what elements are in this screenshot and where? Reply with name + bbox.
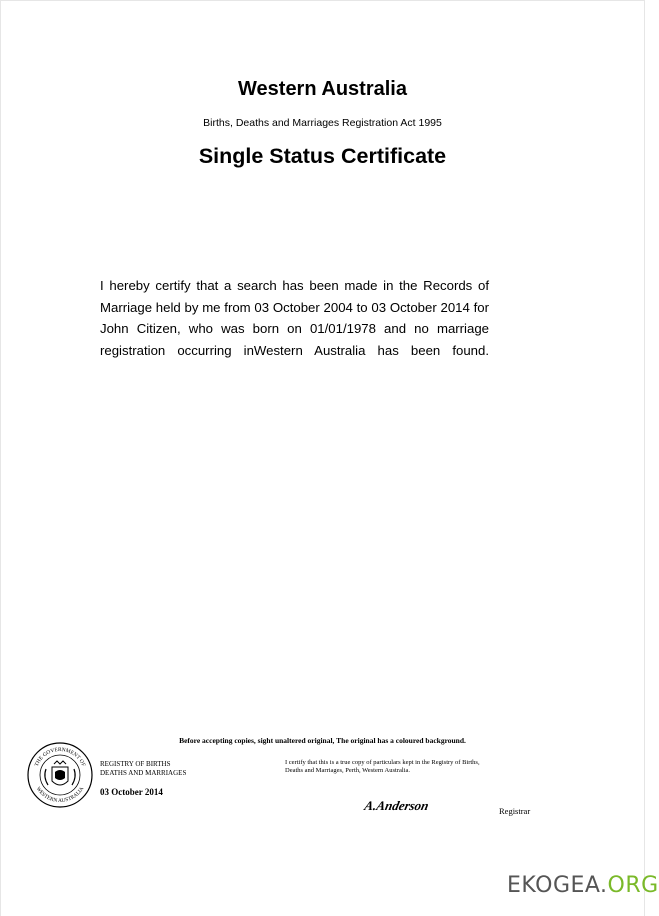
state-title: Western Australia [238,78,407,100]
act-subtitle: Births, Deaths and Marriages Registration Act 1995 [203,117,442,129]
watermark-part-1: EKOGEA. [507,873,608,898]
signature-text: A.Anderson [363,798,431,813]
page-edge-left [0,0,1,916]
registry-name [100,760,186,777]
page-edge-right [644,0,645,916]
issue-date: 03 October 2014 [100,787,163,797]
registrar-signature [363,795,431,815]
true-copy-statement [285,759,525,775]
watermark-logo [507,873,659,898]
seal-top-text: THE GOVERNMENT OF [33,746,87,768]
registry-line-2: DEATHS AND MARRIAGES [100,768,187,777]
certification-paragraph: I hereby certify that a search has been made in the Records of Marriage held by me from 03 October 2004 to 03 October 2014 for John Citizen, who was born on 01/01/1978 and no marriage registration occurring inWestern Australia has been found. [100,278,489,358]
true-copy-line-1: I certify that this is a true copy of particulars kept in the Registry of Births, [285,759,480,766]
registry-line-1: REGISTRY OF BIRTHS [100,760,171,768]
government-seal-icon [26,741,94,809]
true-copy-line-2: Deaths and Marriages, Perth, Western Australia. [285,767,410,775]
authenticity-notice: Before accepting copies, sight unaltered original, The original has a coloured background. [179,736,466,745]
certificate-title: Single Status Certificate [198,144,447,168]
registrar-label: Registrar [499,806,531,816]
watermark-part-2: ORG [607,873,659,898]
seal-bottom-text: WESTERN AUSTRALIA [34,785,86,805]
page-edge-top [0,0,645,1]
